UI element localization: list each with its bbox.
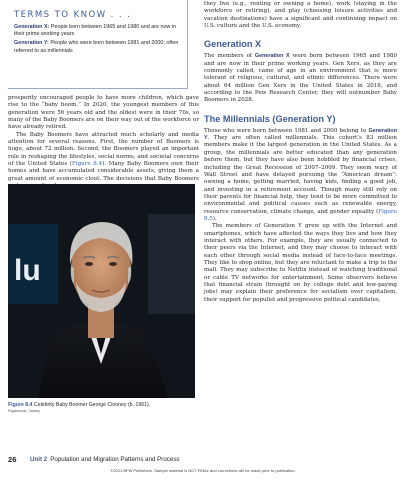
heading-millennials: The Millennials (Generation Y) xyxy=(204,113,336,124)
backdrop-lettering: lu xyxy=(14,254,41,287)
generation-x-paragraph xyxy=(204,53,397,104)
george-clooney-photo-illustration xyxy=(8,184,195,398)
left-p2-text-b: ). Many Baby Boomers own their homes and have accumulated considerable assets, giving them a great amount of economic clout. The decisions that Baby Boomers xyxy=(8,161,199,182)
figure-8-4-caption xyxy=(8,402,196,409)
term-entry-gen-x xyxy=(14,24,179,38)
figure-8-4-link[interactable]: Figure 8.4 xyxy=(71,161,103,168)
left-paragraph-1: prosperity encouraged people to have more children, which gave rise to the “baby boom.” In 2020, the youngest members of this generation were 56 years old and the oldest were in their 70s, so many of the Baby Boomers are on their way out of the workforce or have already retired. xyxy=(8,95,199,131)
photo-credit: Rigamonar / Alamy xyxy=(8,409,41,413)
right-paragraph-0: they live (e.g., renting or owning a home), work (staying in the workforce or retiring), and play (choosing leisure activities and vacation destinations) have a significant and continuing impact on U.S. culture and the U.S. economy. xyxy=(204,1,397,30)
left-column xyxy=(8,95,199,190)
term-entry-gen-y xyxy=(14,40,179,54)
term-gen-y: Generation Y: xyxy=(14,40,49,47)
figure-8-5-link[interactable]: Figure 8.5 xyxy=(204,208,397,222)
unit-title: Population and Migration Patterns and Process xyxy=(50,456,180,463)
gen-x-text-a: The members of xyxy=(204,53,255,60)
gen-x-text-b: were born between 1965 and 1980 and are now in their prime working years. Gen Xers, as they are commonly called, came of age in an environment that is more tolerant of religious, cultural, and ethnic differences. There were about 64 million Gen Xers in the United States in 2018, and according to the Pew Research Center, they will outnumber Baby Boomers in 2028. xyxy=(204,53,397,104)
term-gen-y-definition: People who were born between 1981 and 2000; often referred to as millennials xyxy=(14,40,179,54)
millennials-paragraph-2: The members of Generation Y grew up with the Internet and smartphones, which have affected the ways they live and how they interact with others. For example, they are usually connected to their peers via the Internet, and they may choose to interact with each other through social media instead of face-to-face meetings. They like to shop online, but they are reluctant to make a trip to the mall. They may subscribe to Netflix instead of watching traditional or cable TV networks for entertainment. Some observers believe that financial strain (brought on by college debt and low-paying jobs) may explain their preference for socialism over capitalism, their support for populist and progressive political candidates, xyxy=(204,223,397,303)
unit-label: Unit 2 xyxy=(30,456,48,463)
page-number: 26 xyxy=(8,455,17,464)
gen-y-text-b: . They are often called millennials. This cohort’s 83 million members make it the largest generation in the United States. As a group, the millennials are better educated than any generation before them, but they have also been hobbled by financial crises, including the Great Recession of 2007–2009. They seem wary of Wall Street and have delayed pursuing the “American dream”: owning a home, getting married, having kids, finding a good job, and investing in a retirement account. Though many still rely on their parents for financial help, they tend to be more committed to environmental and political causes such as renewable energy, resource conservation, climate change, and gender equality ( xyxy=(204,135,397,215)
running-footer xyxy=(30,456,180,463)
left-paragraph-2 xyxy=(8,132,199,191)
gen-y-text-a: Those who were born between 1981 and 2000 belong to xyxy=(204,127,369,134)
heading-generation-x: Generation X xyxy=(204,39,262,50)
term-gen-x: Generation X: xyxy=(14,24,50,30)
figure-8-4-photo xyxy=(8,184,195,398)
gen-y-text-c: ). xyxy=(212,215,217,222)
right-column xyxy=(204,0,397,304)
gen-x-keyword: Generation X xyxy=(254,53,290,60)
terms-to-know-box xyxy=(8,0,188,89)
term-gen-x-definition: People born between 1965 and 1980 and are now in their prime working years xyxy=(14,24,177,38)
millennials-paragraph-1 xyxy=(204,128,397,223)
left-p2-text-a: The Baby Boomers have attracted much scholarly and media attention for several reasons. First, the number of Boomers is huge, about 72 million. Second, the Boomers played an important role in reshaping the lifestyles, social norms, and societal concerns of the United States ( xyxy=(8,131,199,168)
terms-title: TERMS TO KNOW . . . xyxy=(14,10,132,20)
gen-y-keyword: Generation Y xyxy=(204,127,397,142)
figure-label: Figure 8.4 xyxy=(8,402,33,408)
copyright-notice: ©2021 BFW Publishers. Sample material is NOT FINAL and corrections will be made prior to publication. xyxy=(110,468,296,473)
figure-caption-text: Celebrity Baby Boomer George Clooney (b. 1961). xyxy=(32,402,151,408)
